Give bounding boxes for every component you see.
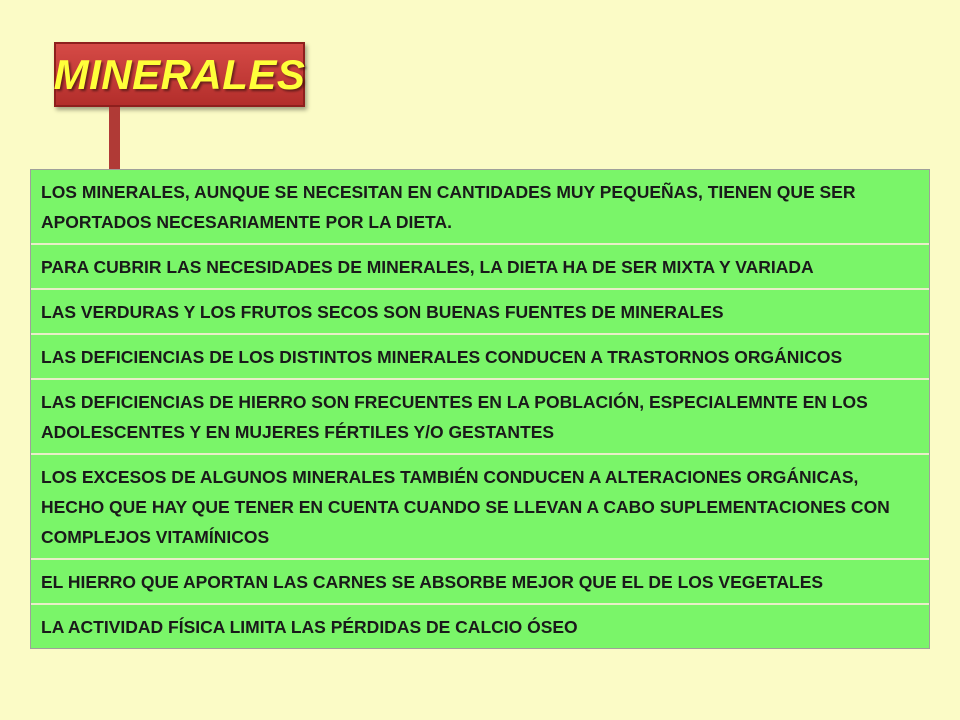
table-row: EL HIERRO QUE APORTAN LAS CARNES SE ABSORBE MEJOR QUE EL DE LOS VEGETALES: [31, 560, 929, 605]
page-title: MINERALES: [53, 50, 306, 98]
table-row: LOS EXCESOS DE ALGUNOS MINERALES TAMBIÉN CONDUCEN A ALTERACIONES ORGÁNICAS, HECHO QUE HAY QUE TENER EN CUENTA CUANDO SE LLEVAN A CABO SUPLEMENTACIONES CON COMPLEJOS VITAMÍNICOS: [31, 455, 929, 560]
sign-post: [109, 107, 120, 169]
table-row: PARA CUBRIR LAS NECESIDADES DE MINERALES, LA DIETA HA DE SER MIXTA Y VARIADA: [31, 245, 929, 290]
table-row: LAS DEFICIENCIAS DE HIERRO SON FRECUENTES EN LA POBLACIÓN, ESPECIALEMNTE EN LOS ADOLESCENTES Y EN MUJERES FÉRTILES Y/O GESTANTES: [31, 380, 929, 455]
table-row: LAS VERDURAS Y LOS FRUTOS SECOS SON BUENAS FUENTES DE MINERALES: [31, 290, 929, 335]
table-row: LAS DEFICIENCIAS DE LOS DISTINTOS MINERALES CONDUCEN A TRASTORNOS ORGÁNICOS: [31, 335, 929, 380]
title-sign: [54, 42, 305, 107]
table-row: LA ACTIVIDAD FÍSICA LIMITA LAS PÉRDIDAS DE CALCIO ÓSEO: [41, 617, 578, 637]
facts-table: [30, 169, 930, 649]
table-row: LOS MINERALES, AUNQUE SE NECESITAN EN CANTIDADES MUY PEQUEÑAS, TIENEN QUE SER APORTADOS NECESARIAMENTE POR LA DIETA.: [31, 170, 929, 245]
